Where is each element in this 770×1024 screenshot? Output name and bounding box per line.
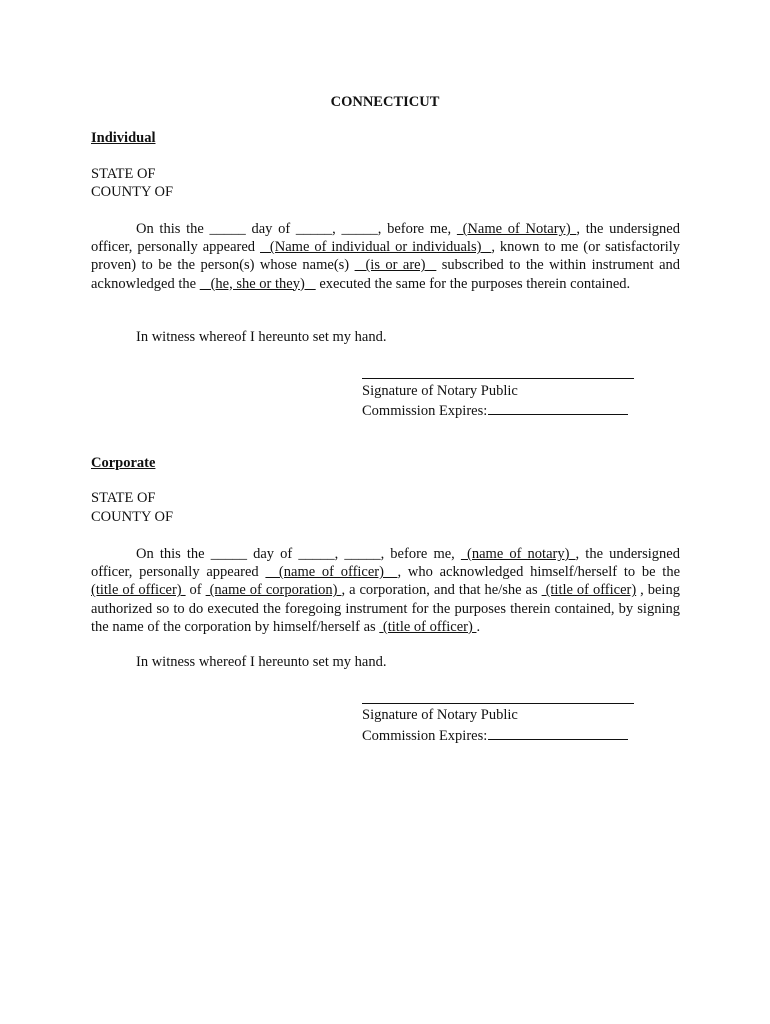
notary-name-blank: (name of notary) (460, 546, 576, 562)
officer-title-blank: (title of officer) (91, 582, 186, 599)
paragraph-text: On this the _____ day of _____, _____, before me, (136, 546, 461, 562)
corporate-heading: Corporate (91, 455, 156, 471)
corporate-acknowledgment-paragraph (91, 545, 680, 636)
paragraph-text: , a corporation, and that he/she as (341, 582, 542, 599)
paragraph-text: executed the same for the purposes therein contained. (315, 275, 631, 292)
corporate-signature-line (362, 703, 634, 704)
corporation-name-blank: (name of corporation) (205, 582, 342, 599)
pronoun-blank: (he, she or they) (199, 275, 316, 292)
page-title: CONNECTICUT (330, 94, 440, 110)
paragraph-text: , the undersigned officer, personally appeared (91, 221, 680, 256)
paragraph-text: of (185, 582, 206, 599)
individual-signature-line (362, 378, 634, 379)
commission-expires-line (488, 401, 628, 415)
individual-witness-statement: In witness whereof I hereunto set my hand. (136, 329, 387, 345)
individual-name-blank: (Name of individual or individuals) (260, 239, 492, 256)
individual-commission-expires (362, 401, 628, 420)
is-or-are-blank: (is or are) (354, 257, 437, 274)
notary-name-blank: (Name of Notary) (456, 221, 577, 237)
officer-title-blank: (title of officer) (379, 618, 477, 635)
paragraph-text: . (476, 618, 481, 635)
corporate-signature-label: Signature of Notary Public (362, 707, 518, 723)
paragraph-text: , the undersigned officer, personally appeared (91, 546, 680, 581)
paragraph-text: subscribed to the within instrument and acknowledged the (91, 257, 681, 292)
paragraph-text: , who acknowledged himself/herself to be the (397, 564, 681, 581)
commission-label: Commission Expires: (362, 728, 488, 744)
officer-name-blank: (name of officer) (265, 564, 398, 581)
individual-state-label: STATE OF (91, 166, 156, 182)
individual-acknowledgment-paragraph (91, 220, 680, 293)
paragraph-text: , being authorized so to do executed the foregoing instrument for the purposes therein contained, by signing the name of the corporation by himself/herself as (91, 582, 680, 635)
commission-label: Commission Expires: (362, 403, 488, 419)
paragraph-text: On this the _____ day of _____, _____, before me, (136, 221, 457, 237)
corporate-commission-expires (362, 726, 628, 745)
corporate-county-label: COUNTY OF (91, 509, 174, 525)
officer-title-blank: (title of officer) (541, 582, 637, 599)
corporate-witness-statement: In witness whereof I hereunto set my hand. (136, 654, 387, 670)
corporate-state-label: STATE OF (91, 490, 156, 506)
commission-expires-line (488, 726, 628, 740)
individual-county-label: COUNTY OF (91, 184, 174, 200)
individual-heading: Individual (91, 130, 156, 146)
individual-signature-label: Signature of Notary Public (362, 383, 518, 399)
paragraph-text: , known to me (or satisfactorily proven) to be the person(s) whose name(s) (91, 239, 681, 274)
